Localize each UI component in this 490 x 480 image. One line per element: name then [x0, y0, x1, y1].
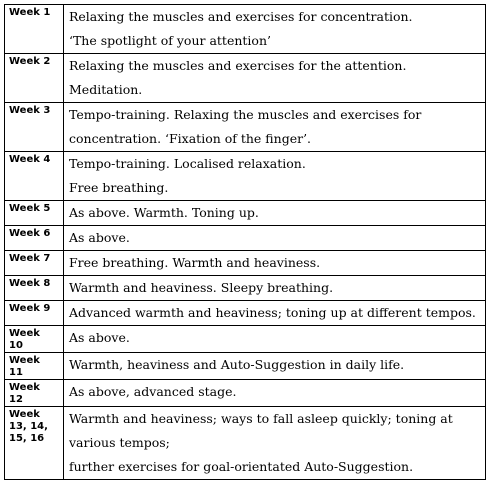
- week-label: Week 9: [9, 303, 51, 314]
- week-label: Week 1: [9, 7, 51, 18]
- week-label: 12: [9, 394, 23, 405]
- table-row: [5, 5, 486, 54]
- week-label: Week 2: [9, 56, 51, 67]
- week-cell: [5, 251, 64, 276]
- week-cell: [5, 226, 64, 251]
- activity-text: Relaxing the muscles and exercises for concentration.: [69, 9, 413, 24]
- activity-text: Warmth, heaviness and Auto-Suggestion in daily life.: [69, 357, 405, 372]
- activity-cell: [64, 226, 486, 251]
- table-row: [5, 276, 486, 301]
- week-label: Week 4: [9, 154, 51, 165]
- activity-text: As above.: [69, 330, 130, 345]
- table-row: [5, 301, 486, 326]
- table-row: [5, 226, 486, 251]
- activity-cell: [64, 353, 486, 380]
- week-cell: [5, 380, 64, 407]
- week-cell: [5, 326, 64, 353]
- week-cell: [5, 5, 64, 54]
- activity-cell: [64, 380, 486, 407]
- activity-cell: [64, 54, 486, 103]
- activity-cell: [64, 201, 486, 226]
- week-cell: [5, 103, 64, 152]
- week-cell: [5, 407, 64, 480]
- activity-text: Advanced warmth and heaviness; toning up at different tempos.: [69, 305, 476, 320]
- week-cell: [5, 201, 64, 226]
- week-label: Week: [9, 409, 40, 420]
- table-row: [5, 407, 486, 480]
- activity-text: Free breathing. Warmth and heaviness.: [69, 255, 321, 270]
- week-cell: [5, 353, 64, 380]
- activity-text: various tempos;: [69, 435, 170, 450]
- table-row: [5, 251, 486, 276]
- week-cell: [5, 152, 64, 201]
- activity-text: As above.: [69, 230, 130, 245]
- week-label: Week 5: [9, 203, 51, 214]
- week-label: Week 6: [9, 228, 51, 239]
- activity-cell: [64, 152, 486, 201]
- week-label: Week: [9, 382, 40, 393]
- table-row: [5, 54, 486, 103]
- table-row: [5, 326, 486, 353]
- week-label: Week 8: [9, 278, 51, 289]
- activity-text: concentration. ‘Fixation of the finger’.: [69, 131, 312, 146]
- activity-text: Free breathing.: [69, 180, 169, 195]
- activity-text: further exercises for goal-orientated Auto-Suggestion.: [69, 459, 414, 474]
- activity-cell: [64, 5, 486, 54]
- table-row: [5, 103, 486, 152]
- week-label: 11: [9, 367, 23, 378]
- activity-cell: [64, 251, 486, 276]
- table-row: [5, 380, 486, 407]
- activity-text: Warmth and heaviness; ways to fall asleep quickly; toning at: [69, 411, 453, 426]
- activity-cell: [64, 407, 486, 480]
- schedule-body: [5, 5, 486, 480]
- activity-text: Relaxing the muscles and exercises for the attention.: [69, 58, 407, 73]
- activity-cell: [64, 103, 486, 152]
- activity-text: ‘The spotlight of your attention’: [69, 33, 271, 48]
- week-label: 15, 16: [9, 433, 45, 444]
- activity-text: Meditation.: [69, 82, 143, 97]
- week-cell: [5, 301, 64, 326]
- table-row: [5, 201, 486, 226]
- week-label: Week: [9, 328, 40, 339]
- week-label: 10: [9, 340, 23, 351]
- activity-text: Tempo-training. Relaxing the muscles and exercises for: [69, 107, 422, 122]
- week-label: 13, 14,: [9, 421, 48, 432]
- activity-text: As above, advanced stage.: [69, 384, 237, 399]
- week-label: Week 7: [9, 253, 51, 264]
- table-row: [5, 353, 486, 380]
- table-row: [5, 152, 486, 201]
- week-cell: [5, 54, 64, 103]
- week-label: Week: [9, 355, 40, 366]
- training-schedule-table: [4, 4, 486, 480]
- activity-text: Tempo-training. Localised relaxation.: [69, 156, 306, 171]
- activity-text: As above. Warmth. Toning up.: [69, 205, 259, 220]
- week-cell: [5, 276, 64, 301]
- activity-text: Warmth and heaviness. Sleepy breathing.: [69, 280, 334, 295]
- week-label: Week 3: [9, 105, 51, 116]
- activity-cell: [64, 326, 486, 353]
- activity-cell: [64, 301, 486, 326]
- activity-cell: [64, 276, 486, 301]
